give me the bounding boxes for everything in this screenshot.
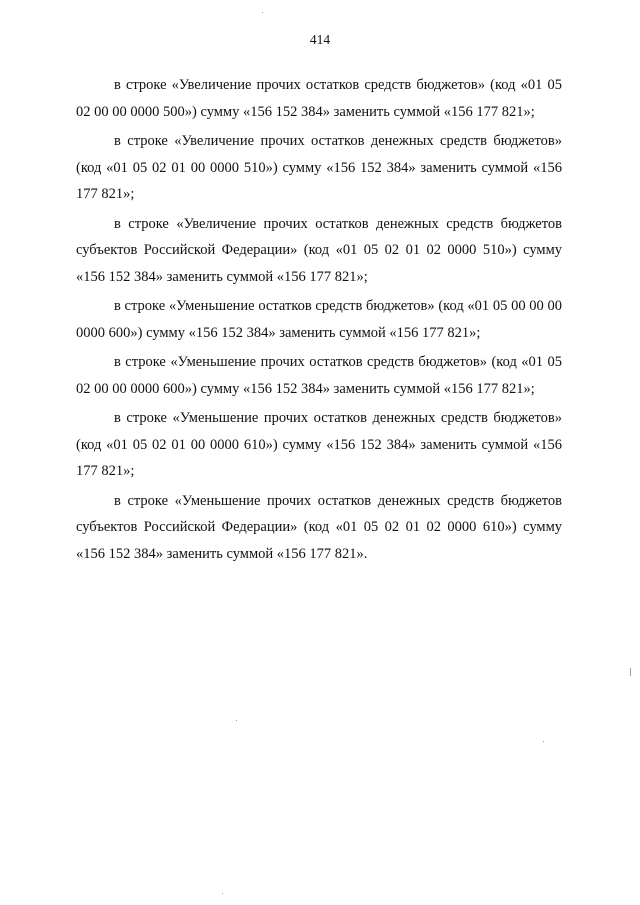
page-number: 414 xyxy=(309,32,331,47)
paragraph-5: в строке «Уменьшение прочих остатков средств бюджетов» (код «01 05 02 00 00 0000 600») сумму «156 152 384» заменить суммой «156 177 821»; xyxy=(76,354,562,397)
paragraph-3: в строке «Увеличение прочих остатков денежных средств бюджетов субъектов Российской Федерации» (код «01 05 02 01 02 0000 510») сумму «156 152 384» заменить суммой «156 177 821»; xyxy=(76,215,562,285)
paragraph-6: в строке «Уменьшение прочих остатков денежных средств бюджетов» (код «01 05 02 01 00 0000 610») сумму «156 152 384» заменить суммой «156 177 821»; xyxy=(76,410,562,479)
paragraph-7: в строке «Уменьшение прочих остатков денежных средств бюджетов субъектов Российской Федерации» (код «01 05 02 01 02 0000 610») сумму «156 152 384» заменить суммой «156 177 821». xyxy=(76,492,562,562)
paragraph-1: в строке «Увеличение прочих остатков средств бюджетов» (код «01 05 02 00 00 0000 500») сумму «156 152 384» заменить суммой «156 177 821»; xyxy=(76,77,562,120)
paragraph-2: в строке «Увеличение прочих остатков денежных средств бюджетов» (код «01 05 02 01 00 0000 510») сумму «156 152 384» заменить суммой «156 177 821»; xyxy=(76,133,562,202)
scan-speck xyxy=(543,741,544,742)
scan-speck xyxy=(222,893,223,894)
document-body xyxy=(76,72,562,570)
scan-speck xyxy=(262,12,263,13)
paragraph-4: в строке «Уменьшение остатков средств бюджетов» (код «01 05 00 00 00 0000 600») сумму «156 152 384» заменить суммой «156 177 821»; xyxy=(76,298,562,341)
scan-speck xyxy=(630,668,631,676)
scan-speck xyxy=(236,720,237,721)
